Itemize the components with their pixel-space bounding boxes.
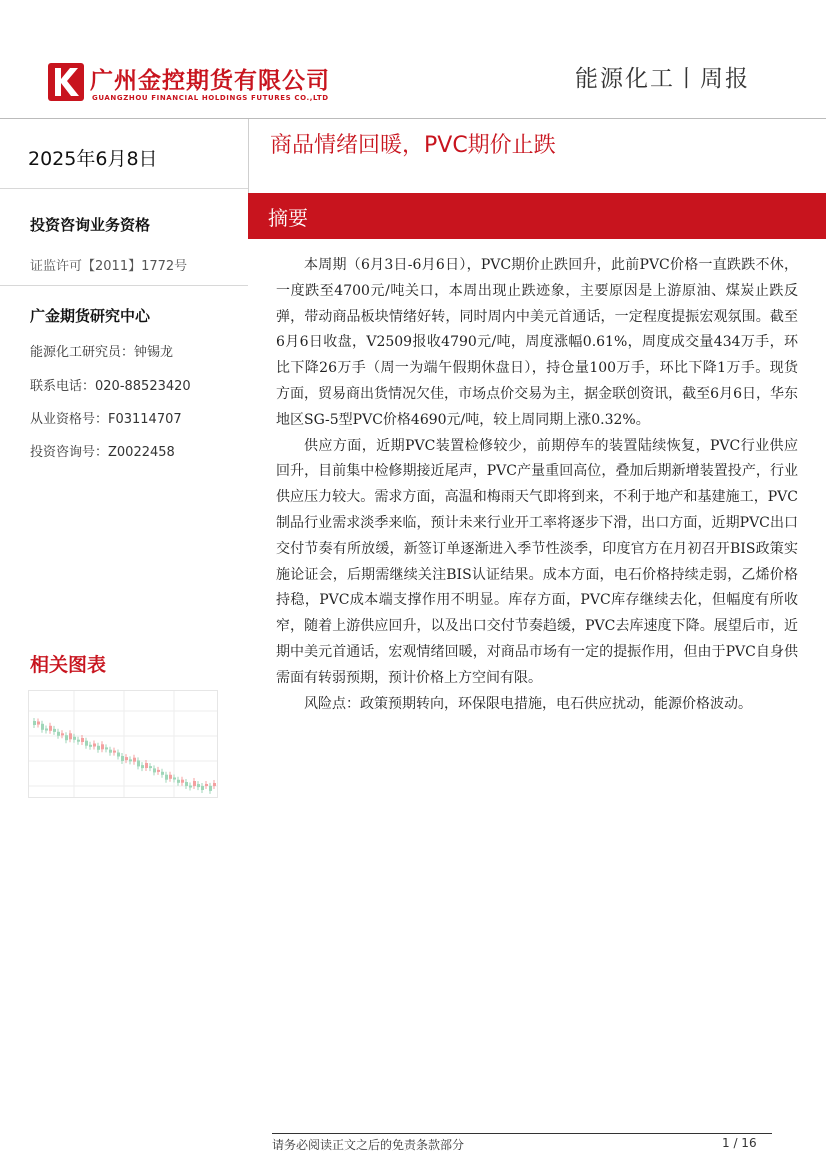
candle-body [161,772,164,775]
candle-body [85,741,88,746]
report-category: 能源化工丨周报 [575,66,750,92]
candle-body [109,750,112,753]
candle-body [117,753,120,757]
candle-body [113,751,116,753]
footer-divider [272,1133,772,1134]
research-center-title: 广金期货研究中心 [30,307,151,325]
company-name-cn: 广州金控期货有限公司 [90,68,330,94]
candle-body [213,783,216,786]
candle-body [53,729,56,732]
candle-body [149,766,152,768]
license-number: 证监许可【2011】1772号 [30,259,188,274]
candlestick-thumbnail-icon [29,691,217,797]
candle-body [45,729,48,731]
candle-body [105,747,108,749]
candle-body [173,778,176,780]
candle-body [169,775,172,779]
candle-body [93,744,96,747]
candle-body [97,746,100,750]
candle-body [61,733,64,735]
candle-body [193,781,196,786]
candle-body [137,760,140,766]
report-date: 2025年6月8日 [28,148,158,170]
summary-body [276,253,798,717]
qualification-number: 从业资格号：F03114707 [30,412,182,427]
consulting-number: 投资咨询号：Z0022458 [30,445,175,460]
candle-body [73,737,76,740]
candle-body [77,740,80,742]
candle-body [57,732,60,736]
chart-thumbnail [28,690,218,798]
candle-body [49,726,52,731]
researcher-name: 能源化工研究员：钟锡龙 [30,345,174,360]
candle-body [69,733,72,739]
summary-paragraph: 本周期（6月3日-6月6日），PVC期价止跌回升，此前PVC价格一直跌跌不休，一度跌至4700元/吨关口，本周出现止跌迹象，主要原因是上游原油、煤炭止跌反弹，带动商品板块情绪好转，同时周内中美元首通话，一定程度提振宏观氛围。截至6月6日收盘，V2509报收4790元/吨，周度涨幅0.61%，周度成交量434万手，环比下降26万手（周一为端午假期休盘日），持仓量100万手，环比下降1万手。现货方面，贸易商出货情况欠佳，市场点价交易为主，据金联创资讯，截至6月6日，华东地区SG-5型PVC价格4690元/吨，较上周同期上涨0.32%。 [276,257,798,428]
risk-paragraph: 风险点：政策预期转向，环保限电措施，电石供应扰动，能源价格波动。 [304,695,752,712]
candle-body [153,768,156,772]
candle-body [185,782,188,786]
candle-body [41,724,44,730]
k-letter-icon [48,63,84,101]
company-name-en: GUANGZHOU FINANCIAL HOLDINGS FUTURES CO.,LTD [92,94,329,102]
disclaimer-note: 请务必阅读正文之后的免责条款部分 [272,1138,465,1152]
candle-body [165,775,168,780]
candle-body [129,759,132,761]
candle-body [181,780,184,783]
candle-body [65,735,68,740]
candle-body [145,763,148,768]
company-logo-icon [48,63,84,101]
qualification-title: 投资咨询业务资格 [30,216,151,234]
candle-body [133,758,136,762]
summary-paragraph: 供应方面，近期PVC装置检修较少，前期停车的装置陆续恢复，PVC行业供应回升，目前集中检修期接近尾声，PVC产量重回高位，叠加后期新增装置投产，行业供应压力较大。需求方面，高温和梅雨天气即将到来，不利于地产和基建施工，PVC制品行业需求淡季来临，预计未来行业开工率将逐步下滑，出口方面，近期PVC出口交付节奏有所放缓，新签订单逐渐进入季节性淡季，印度官方在月初召开BIS政策实施论证会，后期需继续关注BIS认证结果。成本方面，电石价格持续走弱，乙烯价格持稳，PVC成本端支撑作用不明显。库存方面，PVC库存继续去化，但幅度有所收窄，随着上游供应回升，以及出口交付节奏趋缓，PVC去库速度下降。展望后市，近期中美元首通话，宏观情绪回暖，对商品市场有一定的提振作用，但由于PVC自身供需面有转弱预期，预计价格上方空间有限。 [276,437,798,686]
contact-phone: 联系电话：020-88523420 [30,379,191,394]
candle-body [37,722,40,725]
candle-body [205,784,208,786]
sidebar-rule [0,285,248,286]
candle-body [157,770,160,772]
section-band [248,193,826,239]
candle-body [101,744,104,749]
candle-body [177,780,180,783]
candle-body [81,738,84,742]
candle-body [197,784,200,787]
section-label: 摘要 [268,206,308,230]
related-charts-title: 相关图表 [30,654,107,676]
candle-body [33,721,36,725]
candle-body [89,745,92,747]
page-number: 1 / 16 [722,1136,757,1150]
report-title: 商品情绪回暖，PVC期价止跌 [270,133,556,158]
candle-body [201,786,204,790]
candle-body [121,756,124,761]
sidebar-rule [0,188,248,189]
candle-body [141,765,144,768]
candle-body [209,786,212,791]
candle-body [189,786,192,788]
sidebar [0,119,248,1169]
candle-body [125,757,128,760]
